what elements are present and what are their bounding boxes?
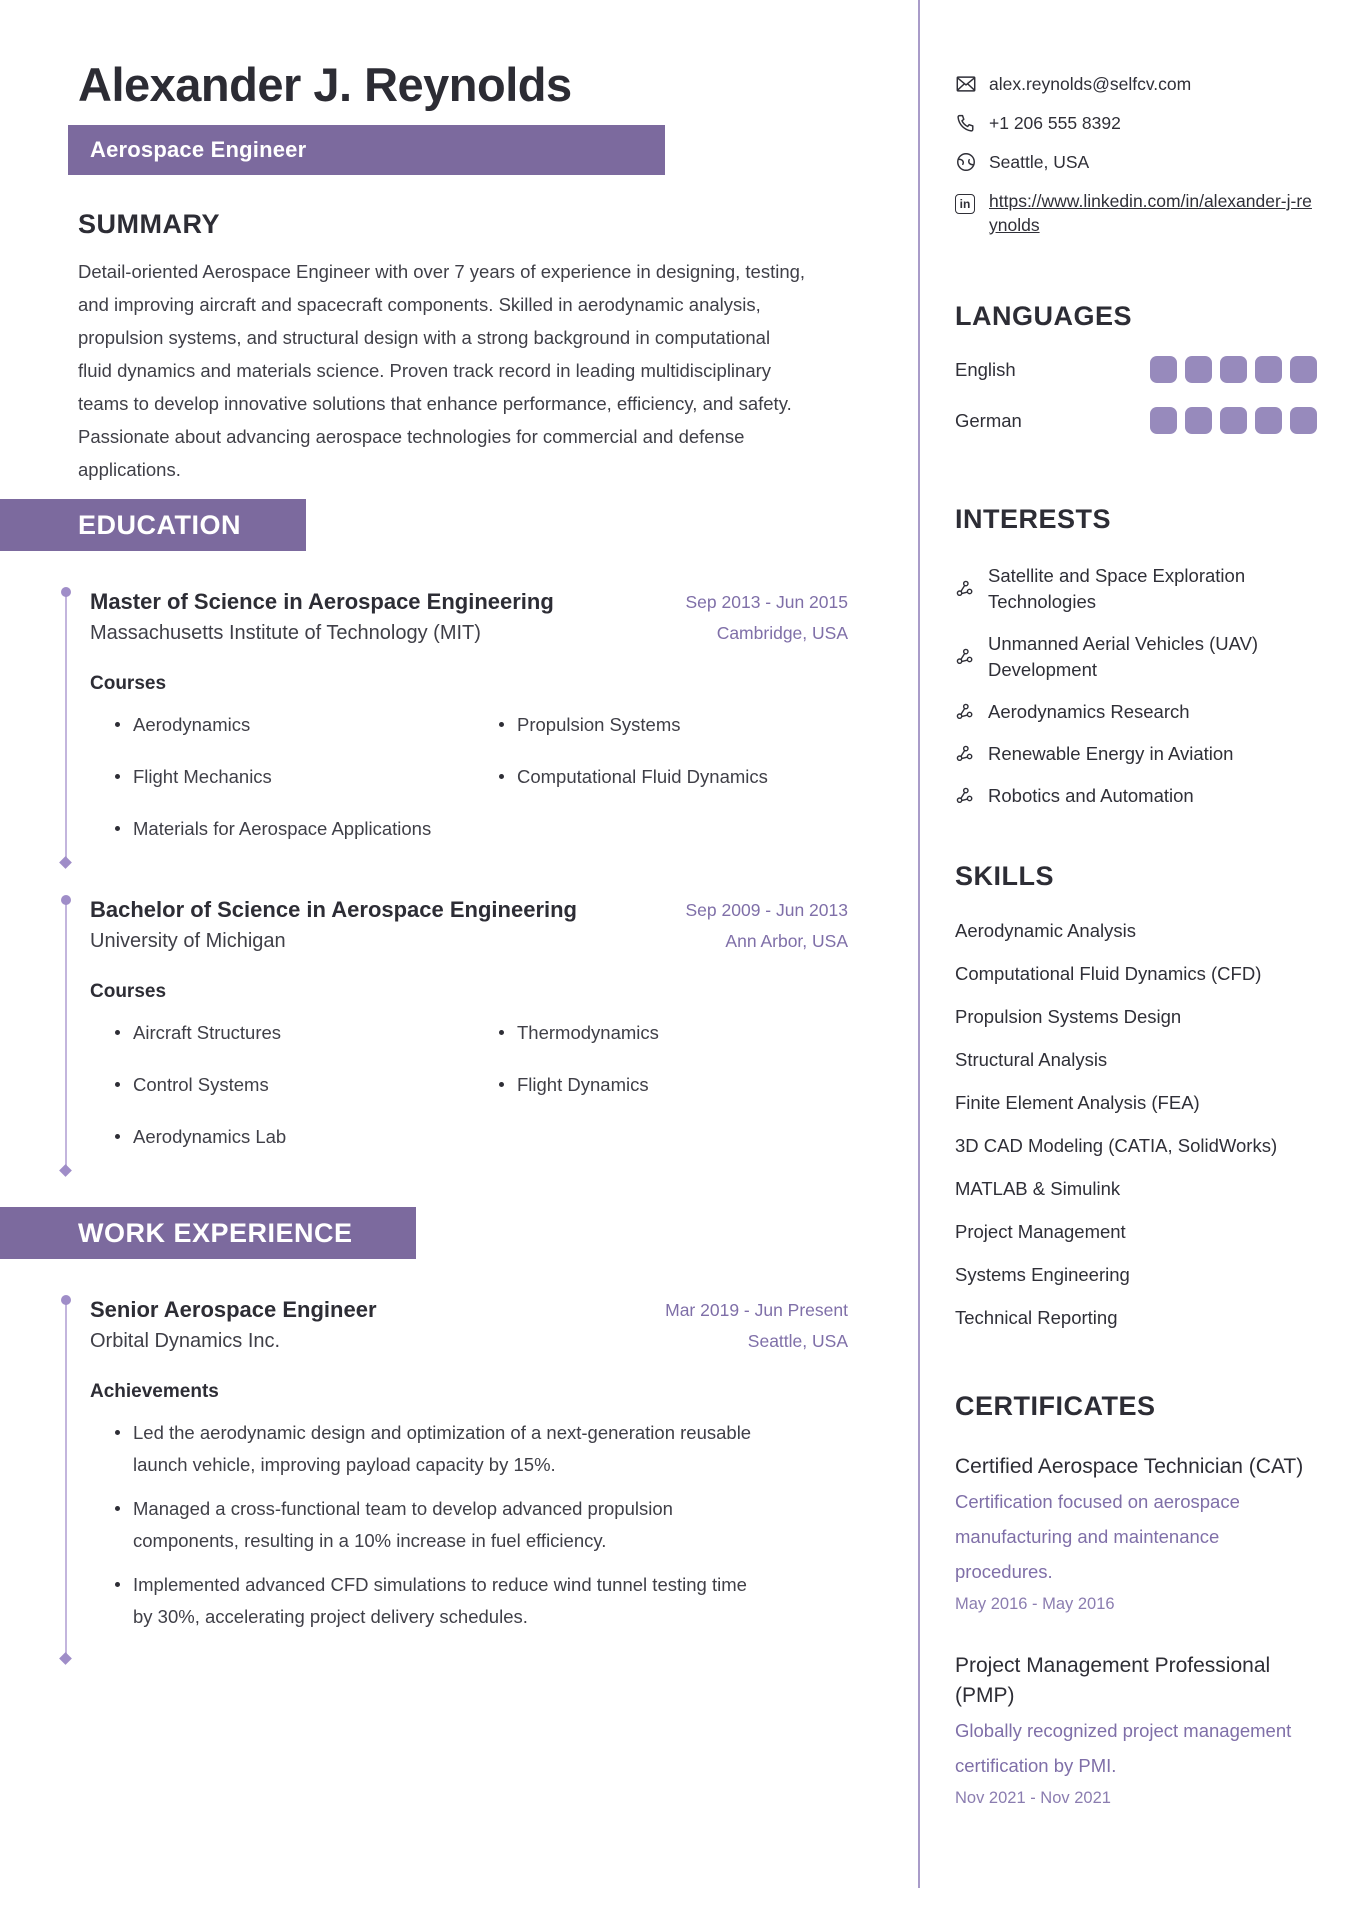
course-item: Flight Mechanics [115, 763, 489, 791]
education-date: Sep 2013 - Jun 2015 [685, 592, 848, 613]
skill-item: Structural Analysis [955, 1049, 1108, 1070]
course-item: Thermodynamics [499, 1019, 838, 1047]
email-icon [955, 73, 977, 95]
skill-item: Propulsion Systems Design [955, 1006, 1182, 1027]
job-title-badge [68, 125, 665, 175]
education-heading: EDUCATION [78, 509, 241, 540]
bullet-icon [499, 1082, 504, 1087]
sidebar [955, 0, 1317, 1811]
interest-item: Robotics and Automation [955, 783, 1317, 809]
bullet-icon [115, 1582, 120, 1587]
courses-label: Courses [90, 673, 167, 695]
timeline-line [65, 901, 67, 1169]
certificate-date: May 2016 - May 2016 [955, 1595, 1115, 1613]
molecule-icon [955, 579, 975, 599]
skill-item: Project Management [955, 1221, 1126, 1242]
work-entry [64, 1259, 848, 1663]
linkedin-icon: in [955, 190, 977, 212]
timeline-dot-icon [61, 895, 71, 905]
timeline-dot-icon [61, 1295, 71, 1305]
course-item: Materials for Aerospace Applications [115, 815, 489, 843]
job-position: Senior Aerospace Engineer [90, 1297, 377, 1323]
linkedin-link[interactable]: https://www.linkedin.com/in/alexander-j-reynolds [989, 191, 1312, 235]
molecule-icon [955, 702, 975, 722]
molecule-icon [955, 786, 975, 806]
education-location: Ann Arbor, USA [725, 931, 848, 952]
school-name: Massachusetts Institute of Technology (MIT) [90, 622, 481, 645]
certificate-item [955, 1452, 1317, 1617]
courses-label: Courses [90, 981, 167, 1003]
education-date: Sep 2009 - Jun 2013 [685, 900, 848, 921]
phone-icon [955, 112, 977, 134]
summary-text: Detail-oriented Aerospace Engineer with over 7 years of experience in designing, testing, and improving aircraft and spacecraft components. Skilled in aerodynamic analysis, propulsion systems, and structural design with a strong background in computational fluid dynamics and materials science. Proven track record in leading multidisciplinary teams to develop innovative solutions that enhance performance, efficiency, and safety. Passionate about advancing aerospace technologies for commercial and defense applications. [78, 261, 806, 481]
molecule-icon [955, 744, 975, 764]
bullet-icon [115, 722, 120, 727]
contact-email: alex.reynolds@selfcv.com [989, 74, 1192, 94]
certificate-item [955, 1651, 1317, 1811]
interest-item: Satellite and Space Exploration Technologies [955, 563, 1317, 615]
skill-item: Finite Element Analysis (FEA) [955, 1092, 1200, 1113]
achievement-item: Managed a cross-functional team to develop advanced propulsion components, resulting in a 10% increase in fuel efficiency. [115, 1493, 755, 1557]
skill-item: Aerodynamic Analysis [955, 920, 1136, 941]
molecule-icon [955, 647, 975, 667]
skill-item: MATLAB & Simulink [955, 1178, 1121, 1199]
skill-item: Systems Engineering [955, 1264, 1130, 1285]
language-name: English [955, 358, 1016, 380]
work-date: Mar 2019 - Jun Present [665, 1300, 848, 1321]
person-name: Alexander J. Reynolds [78, 58, 572, 111]
interest-item: Renewable Energy in Aviation [955, 741, 1317, 767]
course-item: Propulsion Systems [499, 711, 838, 739]
skill-item: Computational Fluid Dynamics (CFD) [955, 963, 1262, 984]
language-name: German [955, 409, 1022, 431]
bullet-icon [499, 1030, 504, 1035]
languages-heading: LANGUAGES [955, 301, 1133, 331]
skill-item: 3D CAD Modeling (CATIA, SolidWorks) [955, 1135, 1278, 1156]
certificate-title: Project Management Professional (PMP) [955, 1654, 1271, 1707]
language-row-german [955, 407, 1317, 434]
certificate-date: Nov 2021 - Nov 2021 [955, 1789, 1111, 1807]
work-section-bar [0, 1207, 416, 1259]
bullet-icon [115, 1430, 120, 1435]
timeline-line [65, 593, 67, 861]
achievements-label: Achievements [90, 1381, 219, 1403]
timeline-dot-icon [61, 587, 71, 597]
education-entry-master [64, 551, 848, 867]
course-item: Aerodynamics [115, 711, 489, 739]
bullet-icon [115, 774, 120, 779]
summary-heading: SUMMARY [78, 209, 220, 240]
bullet-icon [115, 1030, 120, 1035]
language-level-blocks [1150, 407, 1317, 434]
achievement-item: Implemented advanced CFD simulations to reduce wind tunnel testing time by 30%, accelerating project delivery schedules. [115, 1569, 755, 1633]
contact-block [955, 72, 1317, 237]
column-divider [918, 0, 920, 1888]
timeline-diamond-icon [59, 1164, 72, 1177]
interest-item: Aerodynamics Research [955, 699, 1317, 725]
work-heading: WORK EXPERIENCE [78, 1217, 353, 1248]
course-item: Flight Dynamics [499, 1071, 838, 1099]
degree-title: Master of Science in Aerospace Engineering [90, 589, 554, 615]
certificates-heading: CERTIFICATES [955, 1391, 1156, 1421]
bullet-icon [499, 722, 504, 727]
certificate-title: Certified Aerospace Technician (CAT) [955, 1455, 1304, 1478]
contact-location-text: +1 206 555 8392 [989, 113, 1121, 133]
education-section-bar [0, 499, 306, 551]
bullet-icon [115, 826, 120, 831]
course-item: Control Systems [115, 1071, 489, 1099]
skills-list [955, 918, 1317, 1331]
interest-item: Unmanned Aerial Vehicles (UAV) Development [955, 631, 1317, 683]
timeline-line [65, 1301, 67, 1657]
certificate-description: Certification focused on aerospace manufacturing and maintenance procedures. [955, 1491, 1240, 1582]
school-name: University of Michigan [90, 930, 286, 953]
contact-location: Seattle, USA [989, 152, 1090, 172]
contact-location-row [955, 150, 1317, 174]
education-entry-bachelor [64, 867, 848, 1175]
degree-title: Bachelor of Science in Aerospace Engineering [90, 897, 577, 923]
interests-heading: INTERESTS [955, 504, 1112, 534]
globe-icon [955, 151, 977, 173]
skill-item: Technical Reporting [955, 1307, 1118, 1328]
achievement-item: Led the aerodynamic design and optimization of a next-generation reusable launch vehicle, improving payload capacity by 15%. [115, 1417, 755, 1481]
skills-heading: SKILLS [955, 861, 1055, 891]
bullet-icon [115, 1082, 120, 1087]
bullet-icon [115, 1134, 120, 1139]
job-title: Aerospace Engineer [90, 137, 307, 163]
company-name: Orbital Dynamics Inc. [90, 1330, 281, 1353]
language-level-blocks [1150, 356, 1317, 383]
contact-email-row [955, 72, 1317, 96]
timeline-diamond-icon [59, 1652, 72, 1665]
work-location: Seattle, USA [747, 1331, 848, 1352]
course-item: Aircraft Structures [115, 1019, 489, 1047]
contact-phone-row [955, 111, 1317, 135]
language-row-english [955, 356, 1317, 383]
course-item: Computational Fluid Dynamics [499, 763, 838, 791]
bullet-icon [115, 1506, 120, 1511]
contact-linkedin-row [955, 189, 1317, 237]
course-item: Aerodynamics Lab [115, 1123, 489, 1151]
education-location: Cambridge, USA [716, 623, 848, 644]
certificate-description: Globally recognized project management certification by PMI. [955, 1720, 1292, 1776]
bullet-icon [499, 774, 504, 779]
